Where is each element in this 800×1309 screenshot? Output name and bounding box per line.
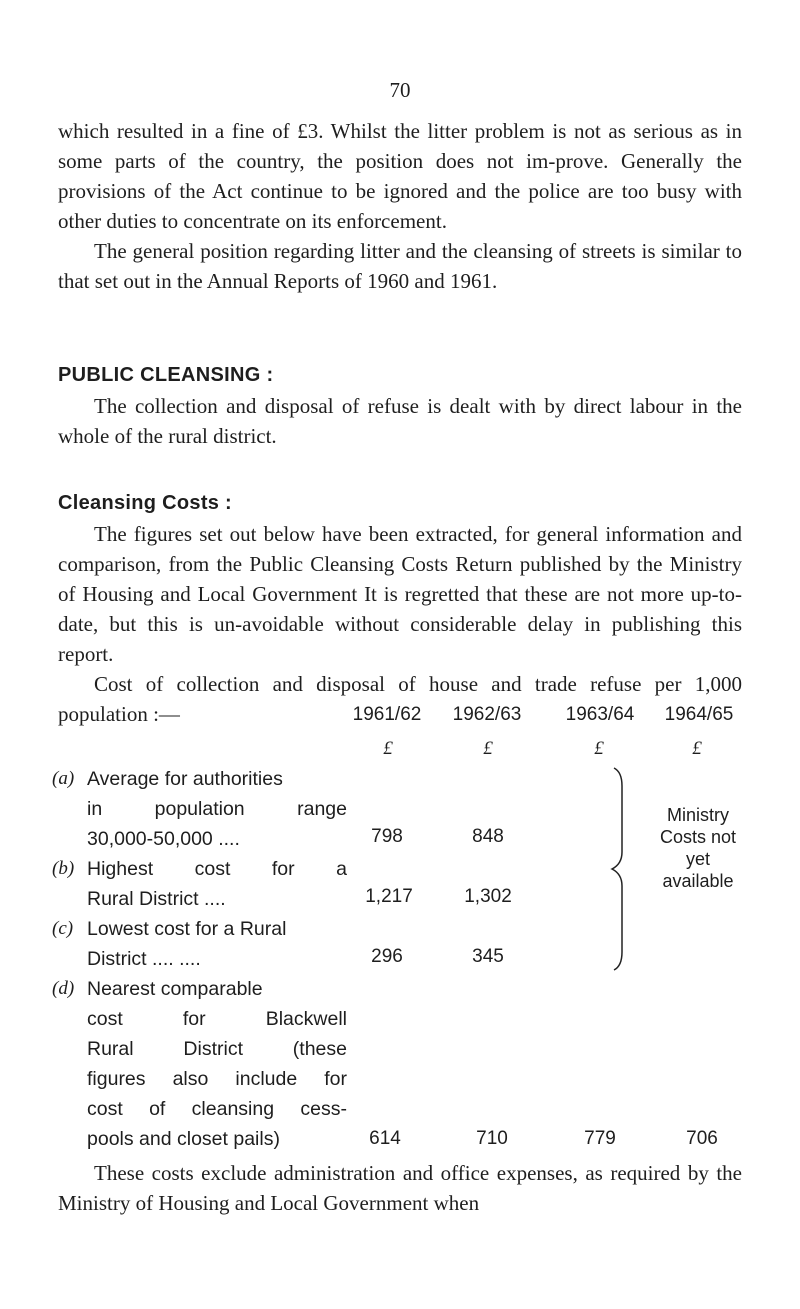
- row-a-value-1961: 798: [371, 826, 403, 847]
- public-cleansing-text: The collection and disposal of refuse is dealt with by direct labour in the whole of the rural district.: [58, 394, 742, 448]
- closing-text: These costs exclude administration and office expenses, as required by the Ministry of Housing and Local Government when: [58, 1161, 742, 1215]
- paragraph-litter-position: The general position regarding litter and the cleansing of streets is similar to that set out in the Annual Reports of 1960 and 1961.: [58, 239, 742, 293]
- row-label-b: (b): [52, 858, 75, 879]
- row-d-description: [87, 974, 347, 1154]
- row-b-value-1962: 1,302: [464, 886, 512, 907]
- row-d-line: cost of cleansing cess-: [87, 1098, 347, 1120]
- row-a-line: in population range: [87, 798, 347, 820]
- row-c-description: [87, 914, 347, 974]
- row-a-description: [87, 764, 347, 854]
- row-c-line: District .... ....: [87, 948, 201, 970]
- public-cleansing-paragraph: [58, 391, 742, 451]
- currency-label-1964: £: [692, 738, 702, 759]
- currency-label-1961: £: [383, 738, 393, 759]
- cleansing-costs-intro: Cost of collection and disposal of house and trade refuse per 1,000 population :—: [58, 672, 742, 726]
- page-number: 70: [389, 78, 411, 102]
- row-b-value-1961: 1,217: [365, 886, 413, 907]
- brace-icon: [606, 766, 630, 972]
- row-label-a: (a): [52, 768, 75, 789]
- row-c-value-1962: 345: [472, 946, 504, 967]
- paragraph-litter-fine: which resulted in a fine of £3. Whilst the litter problem is not as serious as in some parts of the country, the position does not im-prove. Generally the provisions of the Act continue to be ignored and the police are too busy with other duties to concentrate on its enforcement.: [58, 119, 742, 233]
- row-d-value-1962: 710: [476, 1128, 508, 1149]
- note-line: available: [662, 871, 734, 891]
- currency-label-1963: £: [594, 738, 604, 759]
- costs-not-available-note: [638, 804, 758, 892]
- row-a-line: 30,000-50,000 ....: [87, 828, 240, 850]
- intro-paragraph: [58, 116, 742, 296]
- row-a-value-1962: 848: [472, 826, 504, 847]
- cleansing-costs-paragraph: [58, 519, 742, 729]
- row-d-line: Nearest comparable: [87, 978, 263, 1000]
- row-b-description: [87, 854, 347, 914]
- row-d-value-1964: 706: [686, 1128, 718, 1149]
- cleansing-costs-heading: Cleansing Costs :: [58, 492, 233, 514]
- row-c-line: Lowest cost for a Rural: [87, 918, 287, 940]
- closing-paragraph: [58, 1158, 742, 1218]
- public-cleansing-heading: PUBLIC CLEANSING :: [58, 364, 274, 386]
- row-c-value-1961: 296: [371, 946, 403, 967]
- year-header-1963: 1963/64: [565, 704, 635, 725]
- cleansing-costs-text: The figures set out below have been extracted, for general information and comparison, from the Public Cleansing Costs Return published by the Ministry of Housing and Local Government It is regretted that these are not more up-to-date, but this is un-avoidable without considerable delay in publishing this report.: [58, 522, 742, 666]
- row-d-line: cost for Blackwell: [87, 1008, 347, 1030]
- row-a-line: Average for authorities: [87, 768, 283, 790]
- row-d-line: pools and closet pails): [87, 1128, 280, 1150]
- row-d-value-1963: 779: [584, 1128, 616, 1149]
- note-line: Costs not: [659, 827, 737, 847]
- row-d-line: figures also include for: [87, 1068, 347, 1090]
- year-header-1961: 1961/62: [352, 704, 422, 725]
- row-b-line: Highest cost for a: [87, 858, 347, 880]
- row-d-value-1961: 614: [369, 1128, 401, 1149]
- currency-label-1962: £: [483, 738, 493, 759]
- note-line: yet: [685, 849, 710, 869]
- row-b-line: Rural District ....: [87, 888, 226, 910]
- note-line: Ministry: [667, 805, 729, 825]
- row-d-line: Rural District (these: [87, 1038, 347, 1060]
- row-label-c: (c): [52, 918, 74, 939]
- row-label-d: (d): [52, 978, 75, 999]
- year-header-1962: 1962/63: [452, 704, 522, 725]
- year-header-1964: 1964/65: [664, 704, 734, 725]
